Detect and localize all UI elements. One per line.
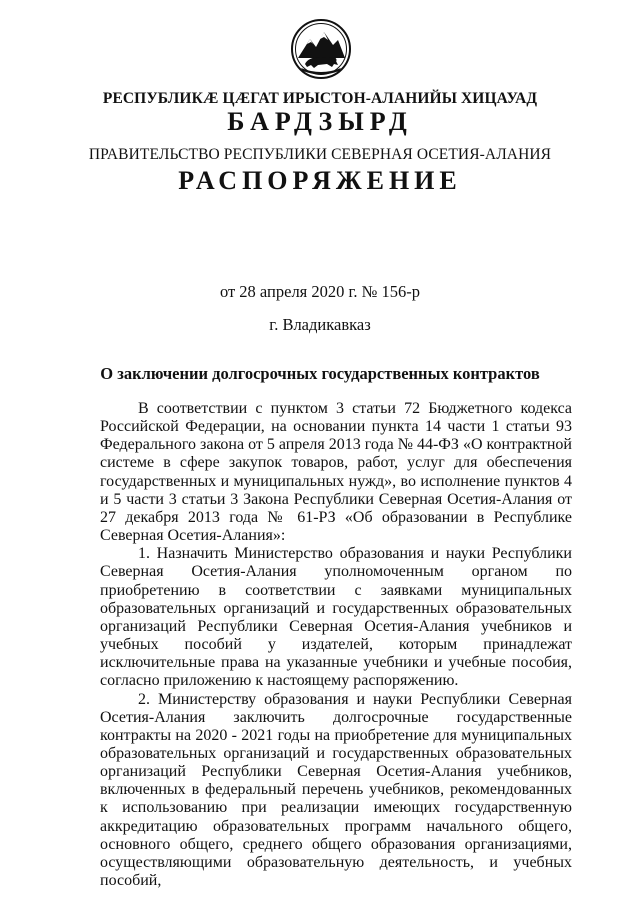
document-body [100, 400, 572, 890]
paragraph-preamble: В соответствии с пунктом 3 статьи 72 Бюджетного кодекса Российской Федерации, на основании пункта 14 части 1 статьи 93 Федерального закона от 5 апреля 2013 года № 44-ФЗ «О контрактной системе в сфере закупок товаров, работ, услуг для обеспечения государственных и муниципальных нужд», во исполнение пунктов 4 и 5 части 3 статьи 3 Закона Республики Северная Осетия-Алания от 27 декабря 2013 года № 61-РЗ «Об образовании в Республике Северная Осетия-Алания»: [100, 400, 572, 545]
paragraph-item-2: 2. Министерству образования и науки Республики Северная Осетия-Алания заключить долгосрочные государственные контракты на 2020 - 2021 годы на приобретение для муниципальных образовательных организаций и государственных образовательных организаций Республики Северная Осетия-Алания учебников, включенных в федеральный перечень учебников, рекомендованных к использованию при реализации имеющих государственную аккредитацию образовательных программ начального общего, основного общего, среднего общего образования организациями, осуществляющими образовательную деятельность, и учебных пособий, [100, 690, 572, 890]
ossetian-document-type: БАРДЗЫРД [227, 107, 413, 136]
document-city: г. Владикавказ [269, 315, 371, 334]
russian-document-type: РАСПОРЯЖЕНИЕ [178, 166, 462, 195]
document-date-number: от 28 апреля 2020 г. № 156-р [219, 282, 421, 301]
coat-of-arms-icon [290, 18, 352, 80]
document-title: О заключении долгосрочных государственных контрактов [100, 364, 540, 383]
russian-header-line: ПРАВИТЕЛЬСТВО РЕСПУБЛИКИ СЕВЕРНАЯ ОСЕТИЯ-АЛАНИЯ [88, 146, 552, 163]
ossetian-header-line: РЕСПУБЛИКӔ ЦӔГАТ ИРЫСТОН-АЛАНИЙЫ ХИЦАУАД [102, 90, 538, 107]
paragraph-item-1: 1. Назначить Министерство образования и науки Республики Северная Осетия-Алания уполномоченным органом по приобретению в соответствии с заявками муниципальных образовательных организаций и государственных образовательных организаций Республики Северная Осетия-Алания учебников и учебных пособий у издателей, которым принадлежат исключительные права на указанные учебники и учебные пособия, согласно приложению к настоящему распоряжению. [100, 545, 572, 690]
